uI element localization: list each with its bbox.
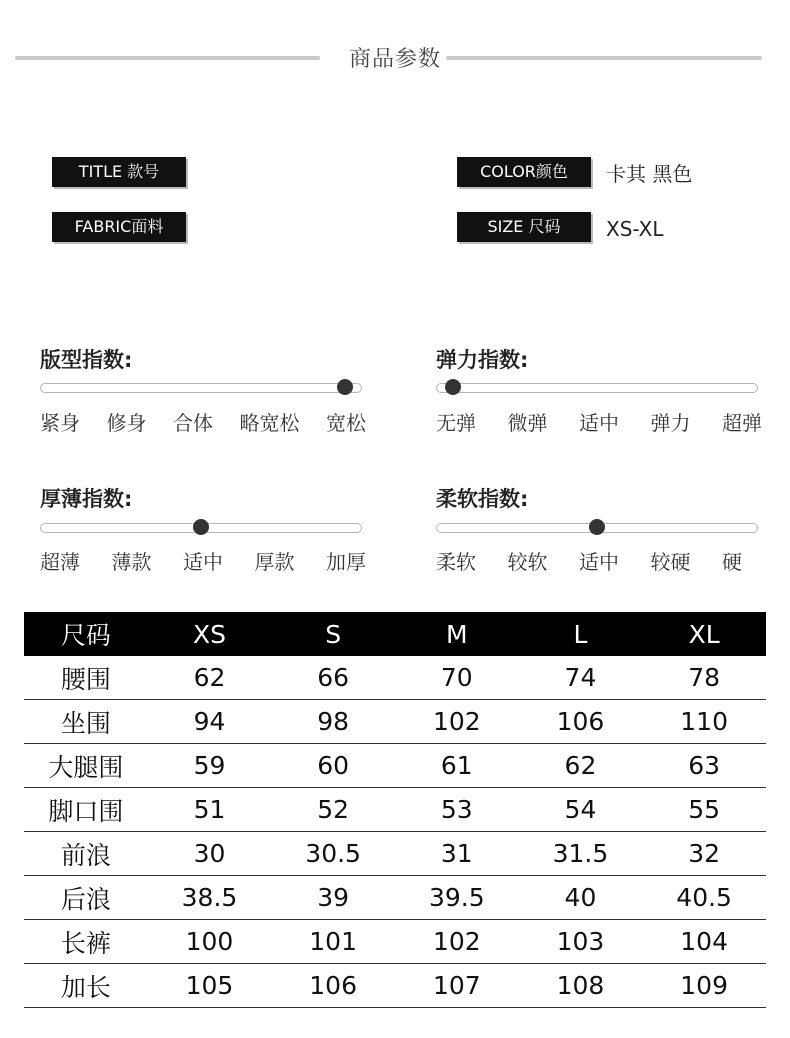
- table-cell: 66: [271, 656, 395, 700]
- table-cell: 32: [642, 832, 766, 876]
- table-row: [24, 700, 766, 744]
- table-cell: 40.5: [642, 876, 766, 920]
- fabric-label: FABRIC面料: [52, 212, 186, 242]
- fit-label: 紧身: [40, 411, 80, 435]
- table-cell: 31.5: [519, 832, 643, 876]
- table-cell: 94: [148, 700, 272, 744]
- table-cell: 109: [642, 964, 766, 1008]
- table-cell: 63: [642, 744, 766, 788]
- table-cell: 39: [271, 876, 395, 920]
- table-cell: 107: [395, 964, 519, 1008]
- table-cell: 98: [271, 700, 395, 744]
- table-row: [24, 920, 766, 964]
- table-cell: 51: [148, 788, 272, 832]
- thickness-label: 适中: [183, 550, 223, 574]
- thickness-label: 加厚: [326, 550, 366, 574]
- elasticity-label: 适中: [579, 411, 619, 435]
- table-cell: 54: [519, 788, 643, 832]
- elasticity-index-knob: [445, 379, 461, 395]
- fit-index-title: 版型指数:: [40, 348, 133, 372]
- softness-label: 硬: [722, 550, 742, 574]
- elasticity-label: 无弹: [436, 411, 476, 435]
- thickness-label: 超薄: [40, 550, 80, 574]
- table-header-cell: XL: [642, 612, 766, 656]
- fit-index-track: [40, 383, 362, 393]
- thickness-index-track: [40, 523, 362, 533]
- table-cell: 78: [642, 656, 766, 700]
- table-cell: 61: [395, 744, 519, 788]
- table-cell: 30.5: [271, 832, 395, 876]
- table-row-header-cell: 坐围: [24, 700, 148, 744]
- table-row: [24, 876, 766, 920]
- table-cell: 74: [519, 656, 643, 700]
- table-cell: 62: [519, 744, 643, 788]
- table-row: [24, 964, 766, 1008]
- table-cell: 103: [519, 920, 643, 964]
- table-cell: 70: [395, 656, 519, 700]
- thickness-label: 厚款: [254, 550, 295, 574]
- table-row: [24, 656, 766, 700]
- elasticity-index-title: 弹力指数:: [436, 348, 529, 372]
- table-header-cell: 尺码: [24, 612, 148, 656]
- table-header-cell: M: [395, 612, 519, 656]
- table-row-header-cell: 加长: [24, 964, 148, 1008]
- elasticity-label: 微弹: [507, 411, 548, 435]
- table-header-cell: S: [271, 612, 395, 656]
- table-cell: 105: [148, 964, 272, 1008]
- table-row-header-cell: 腰围: [24, 656, 148, 700]
- table-cell: 60: [271, 744, 395, 788]
- table-cell: 59: [148, 744, 272, 788]
- table-cell: 100: [148, 920, 272, 964]
- color-label: COLOR颜色: [457, 157, 591, 187]
- table-cell: 102: [395, 920, 519, 964]
- size-table: [24, 612, 766, 1008]
- thickness-label: 薄款: [111, 550, 152, 574]
- size-label: SIZE 尺码: [457, 212, 591, 242]
- table-cell: 106: [519, 700, 643, 744]
- table-cell: 53: [395, 788, 519, 832]
- table-cell: 40: [519, 876, 643, 920]
- thickness-index-title: 厚薄指数:: [40, 487, 133, 511]
- table-row-header-cell: 前浪: [24, 832, 148, 876]
- softness-index-labels: [436, 546, 742, 575]
- title-label: TITLE 款号: [52, 157, 186, 187]
- table-cell: 52: [271, 788, 395, 832]
- softness-index-title: 柔软指数:: [436, 487, 529, 511]
- elasticity-index-labels: [436, 407, 762, 436]
- fit-label: 修身: [106, 411, 147, 435]
- fit-label: 合体: [173, 411, 213, 435]
- table-cell: 101: [271, 920, 395, 964]
- thickness-index-knob: [193, 519, 209, 535]
- table-cell: 106: [271, 964, 395, 1008]
- table-header-cell: XS: [148, 612, 272, 656]
- table-row-header-cell: 脚口围: [24, 788, 148, 832]
- table-row-header-cell: 后浪: [24, 876, 148, 920]
- thickness-index-labels: [40, 546, 366, 575]
- table-cell: 104: [642, 920, 766, 964]
- table-cell: 39.5: [395, 876, 519, 920]
- table-cell: 30: [148, 832, 272, 876]
- table-row: [24, 832, 766, 876]
- elasticity-index-track: [436, 383, 758, 393]
- table-cell: 31: [395, 832, 519, 876]
- section-title: 商品参数: [348, 47, 441, 72]
- softness-label: 适中: [579, 550, 619, 574]
- size-value: XS-XL: [606, 217, 664, 241]
- table-cell: 55: [642, 788, 766, 832]
- table-cell: 108: [519, 964, 643, 1008]
- color-value: 卡其 黑色: [606, 162, 693, 186]
- softness-label: 较软: [507, 550, 548, 574]
- table-row-header-cell: 大腿围: [24, 744, 148, 788]
- table-cell: 62: [148, 656, 272, 700]
- softness-label: 较硬: [650, 550, 691, 574]
- fit-label: 宽松: [326, 411, 366, 435]
- table-row: [24, 744, 766, 788]
- softness-index-track: [436, 523, 758, 533]
- table-cell: 102: [395, 700, 519, 744]
- table-header-row: [24, 612, 766, 656]
- table-cell: 38.5: [148, 876, 272, 920]
- fit-label: 略宽松: [239, 411, 300, 435]
- softness-label: 柔软: [436, 550, 476, 574]
- elasticity-label: 弹力: [650, 411, 691, 435]
- table-row: [24, 788, 766, 832]
- fit-index-knob: [337, 379, 353, 395]
- softness-index-knob: [589, 519, 605, 535]
- elasticity-label: 超弹: [722, 411, 762, 435]
- table-header-cell: L: [519, 612, 643, 656]
- fit-index-labels: [40, 407, 366, 436]
- table-row-header-cell: 长裤: [24, 920, 148, 964]
- table-cell: 110: [642, 700, 766, 744]
